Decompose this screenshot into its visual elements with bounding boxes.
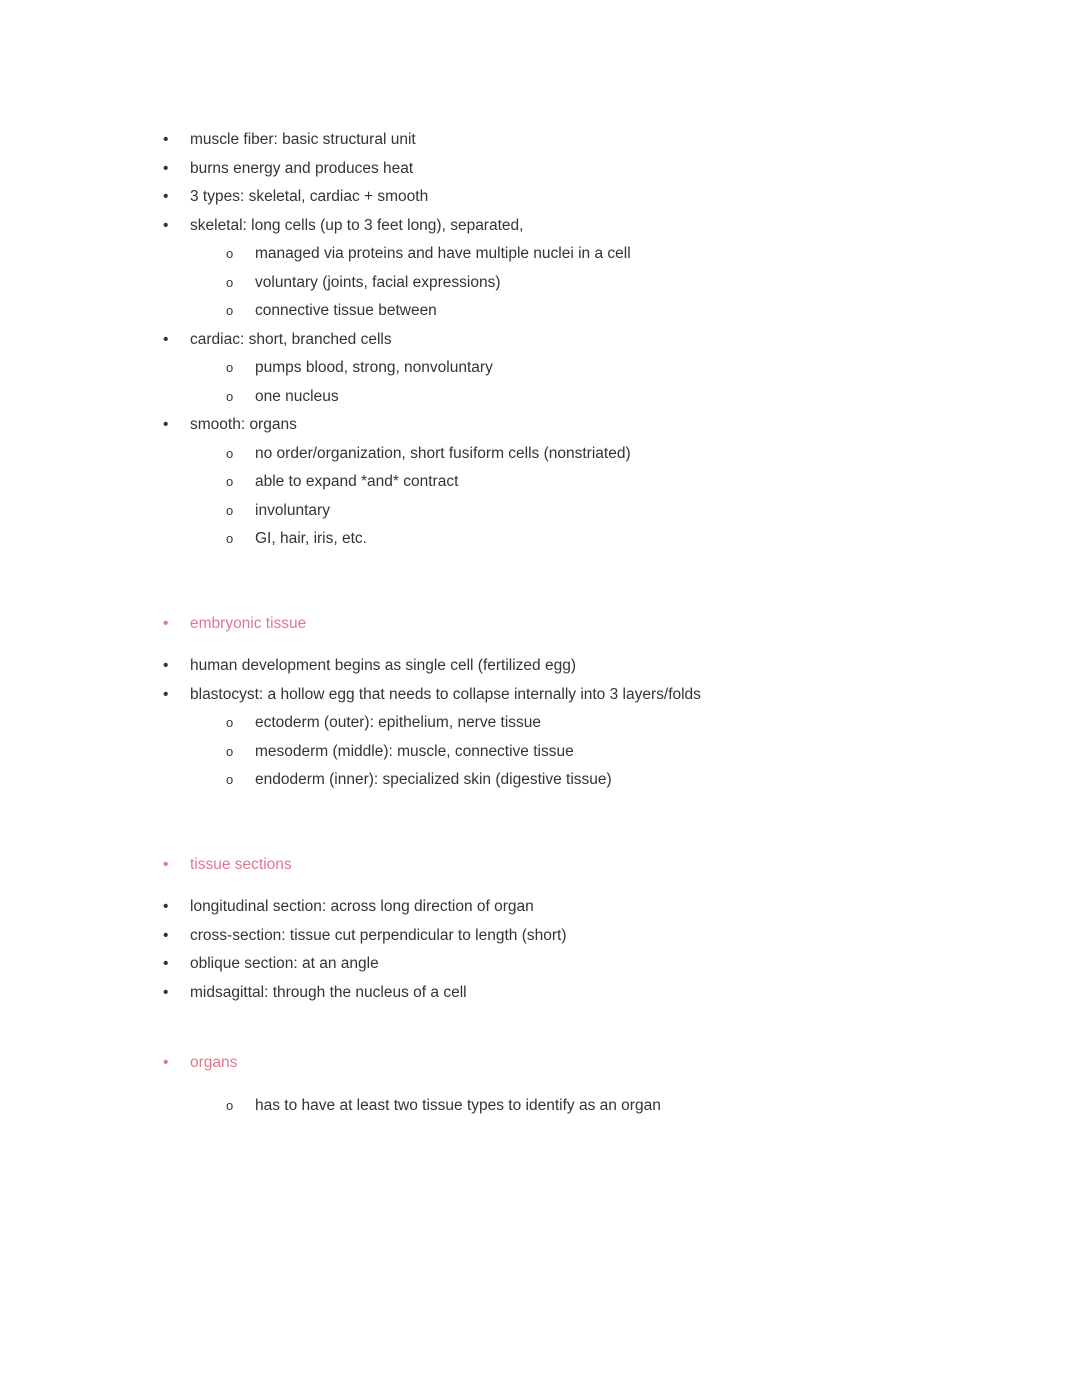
circle-bullet-icon: o	[226, 360, 234, 375]
bullet-icon: •	[163, 855, 169, 873]
embryonic-tissue-heading	[160, 610, 970, 639]
bullet-icon: •	[163, 657, 169, 674]
circle-bullet-icon: o	[226, 772, 234, 787]
item-text: pumps blood, strong, nonvoluntary	[255, 359, 493, 376]
item-text: connective tissue between	[255, 302, 437, 319]
tissue-sections-heading	[160, 851, 970, 880]
item-text: smooth: organs	[190, 416, 297, 433]
list-item	[160, 738, 970, 767]
bullet-icon: •	[163, 614, 169, 632]
item-text: mesoderm (middle): muscle, connective tissue	[255, 742, 574, 760]
item-text: voluntary (joints, facial expressions)	[255, 273, 501, 291]
muscle-tissue-notes	[160, 126, 970, 554]
circle-bullet-icon: o	[226, 715, 234, 730]
circle-bullet-icon: o	[226, 1097, 234, 1113]
item-text: one nucleus	[255, 387, 339, 405]
list-item	[160, 411, 970, 440]
list-item	[160, 766, 970, 795]
bullet-icon: •	[163, 1054, 169, 1071]
bullet-icon: •	[163, 926, 169, 944]
item-text: midsagittal: through the nucleus of a cell	[190, 983, 467, 1001]
bullet-icon: •	[163, 983, 169, 1001]
circle-bullet-icon: o	[226, 502, 234, 518]
list-item	[160, 1092, 970, 1121]
item-text: embryonic tissue	[190, 614, 307, 632]
item-text: able to expand *and* contract	[255, 473, 459, 490]
item-text: oblique section: at an angle	[190, 955, 379, 972]
bullet-icon: •	[163, 685, 169, 703]
item-text: GI, hair, iris, etc.	[255, 530, 367, 547]
list-item	[160, 383, 970, 412]
item-text: longitudinal section: across long direction of organ	[190, 898, 534, 915]
bullet-icon: •	[163, 188, 169, 205]
item-text: cross-section: tissue cut perpendicular to length (short)	[190, 926, 567, 944]
item-text: blastocyst: a hollow egg that needs to collapse internally into 3 layers/folds	[190, 685, 701, 703]
item-text: involuntary	[255, 501, 330, 519]
list-item	[160, 893, 970, 922]
list-item	[160, 979, 970, 1008]
item-text: 3 types: skeletal, cardiac + smooth	[190, 188, 429, 205]
list-item	[160, 297, 970, 326]
circle-bullet-icon: o	[226, 743, 234, 759]
circle-bullet-icon: o	[226, 445, 234, 461]
list-item	[160, 525, 970, 554]
list-item	[160, 652, 970, 681]
circle-bullet-icon: o	[226, 246, 234, 261]
list-item	[160, 183, 970, 212]
section-heading-item	[160, 610, 970, 639]
bullet-icon: •	[163, 330, 169, 348]
item-text: skeletal: long cells (up to 3 feet long), separated,	[190, 216, 524, 234]
item-text: organs	[190, 1054, 238, 1071]
circle-bullet-icon: o	[226, 531, 234, 546]
item-text: muscle fiber: basic structural unit	[190, 131, 416, 148]
bullet-icon: •	[163, 159, 169, 177]
list-item	[160, 497, 970, 526]
list-item	[160, 269, 970, 298]
section-heading-item	[160, 1049, 970, 1078]
organs-heading	[160, 1049, 970, 1078]
organs-notes	[160, 1092, 970, 1121]
bullet-icon: •	[163, 898, 169, 915]
list-item	[160, 681, 970, 710]
bullet-icon: •	[163, 131, 169, 148]
item-text: has to have at least two tissue types to identify as an organ	[255, 1096, 661, 1114]
list-item	[160, 468, 970, 497]
list-item	[160, 126, 970, 155]
list-item	[160, 155, 970, 184]
item-text: no order/organization, short fusiform cells (nonstriated)	[255, 444, 631, 462]
tissue-sections-notes	[160, 893, 970, 1007]
bullet-icon: •	[163, 216, 169, 234]
circle-bullet-icon: o	[226, 274, 234, 290]
list-item	[160, 922, 970, 951]
list-item	[160, 240, 970, 269]
item-text: cardiac: short, branched cells	[190, 330, 392, 348]
item-text: ectoderm (outer): epithelium, nerve tissue	[255, 714, 542, 731]
item-text: managed via proteins and have multiple nuclei in a cell	[255, 245, 631, 262]
item-text: endoderm (inner): specialized skin (digestive tissue)	[255, 771, 612, 788]
list-item	[160, 950, 970, 979]
list-item	[160, 326, 970, 355]
item-text: human development begins as single cell (fertilized egg)	[190, 657, 576, 674]
circle-bullet-icon: o	[226, 303, 234, 318]
bullet-icon: •	[163, 416, 169, 433]
list-item	[160, 212, 970, 241]
circle-bullet-icon: o	[226, 474, 234, 489]
list-item	[160, 440, 970, 469]
list-item	[160, 709, 970, 738]
embryonic-tissue-notes	[160, 652, 970, 795]
circle-bullet-icon: o	[226, 388, 234, 404]
bullet-icon: •	[163, 955, 169, 972]
list-item	[160, 354, 970, 383]
item-text: tissue sections	[190, 855, 292, 873]
section-heading-item	[160, 851, 970, 880]
item-text: burns energy and produces heat	[190, 159, 414, 177]
